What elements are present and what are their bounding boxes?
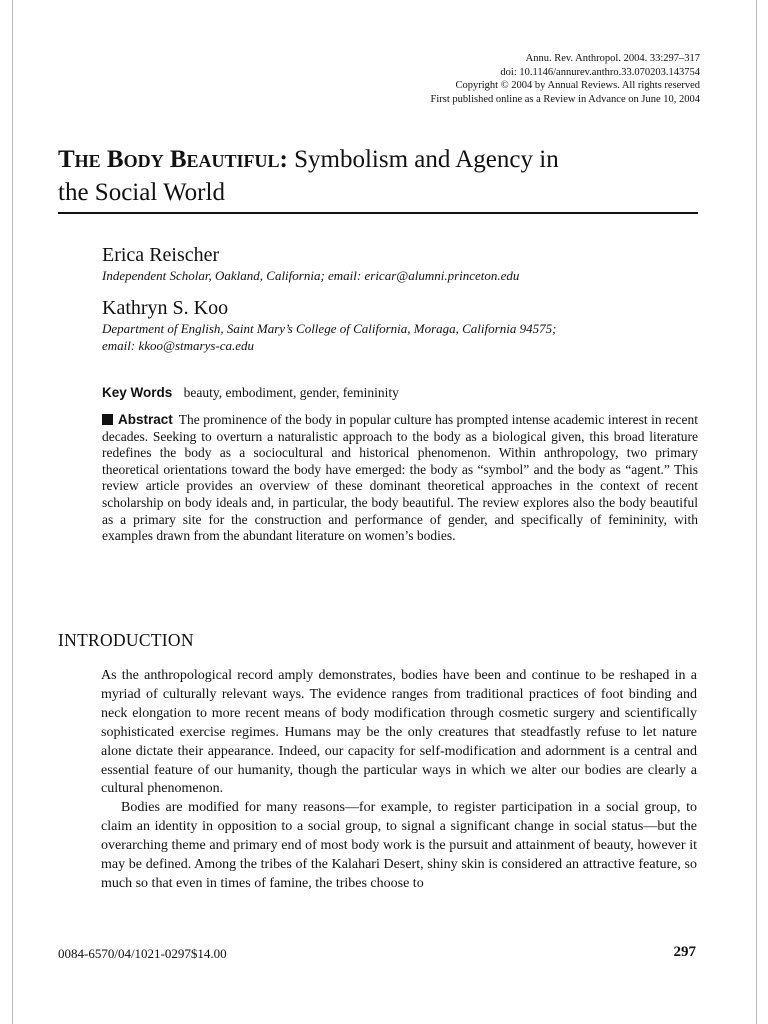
author-affiliation: Department of English, Saint Mary’s College of California, Moraga, California 94575;: [102, 321, 557, 336]
section-heading: INTRODUCTION: [58, 630, 194, 650]
title-rule: [58, 212, 698, 214]
keywords: [102, 385, 399, 401]
author-name: Kathryn S. Koo: [102, 297, 229, 319]
title-rest-line1: Symbolism and Agency in: [287, 146, 559, 173]
body-text: [101, 667, 697, 894]
abstract: [102, 412, 698, 545]
author-block-2: [102, 296, 556, 354]
page-number: 297: [673, 944, 696, 960]
author-name: Erica Reischer: [102, 244, 220, 266]
journal-citation: Annu. Rev. Anthropol. 2004. 33:297–317: [525, 53, 700, 64]
title-rest-line2: the Social World: [58, 179, 225, 206]
footer-code: 0084-6570/04/1021-0297$14.00: [58, 946, 227, 961]
article-title: [58, 143, 698, 209]
publication-note: First published online as a Review in Advance on June 10, 2004: [430, 93, 700, 105]
paragraph: As the anthropological record amply demonstrates, bodies have been and continue to be reshaped in a myriad of culturally relevant ways. The evidence ranges from traditional practices of foot binding and neck elongation to more recent means of body modification through cosmetic surgery and scientifically sophisticated exercise regimes. Humans may be the only creatures that steadfastly refuse to let nature alone dictate their appearance. Indeed, our capacity for self-modification and adornment is a central and essential feature of our humanity, though the particular ways in which we alter our bodies are clearly a cultural phenomenon.: [101, 668, 697, 797]
keywords-values: beauty, embodiment, gender, femininity: [183, 385, 399, 400]
keywords-label: Key Words: [102, 385, 173, 400]
author-block-1: [102, 243, 519, 284]
paragraph: Bodies are modified for many reasons—for example, to register participation in a social group, to claim an identity in opposition to a social group, to signal a significant change in social status—but the overarching theme and primary end of most body work is the pursuit and attainment of beauty, however it may be defined. Among the tribes of the Kalahari Desert, shiny skin is considered an attractive feature, so much so that even in times of famine, the tribes choose to: [101, 800, 697, 891]
square-bullet-icon: [102, 414, 113, 425]
abstract-label: Abstract: [118, 412, 173, 427]
doi: doi: 10.1146/annurev.anthro.33.070203.143754: [500, 66, 700, 78]
copyright-notice: Copyright © 2004 by Annual Reviews. All rights reserved: [455, 80, 700, 92]
title-main: The Body Beautiful:: [58, 146, 288, 173]
abstract-text: The prominence of the body in popular culture has prompted intense academic interest in recent decades. Seeking to overturn a naturalistic approach to the body as a biological given, this broad literature redefines the body as a sociocultural and historical phenomenon. Within anthropology, two primary theoretical orientations toward the body have emerged: the body as “symbol” and the body as “agent.” This review article provides an overview of these dominant theoretical approaches in the context of recent scholarship on body ideals and, in particular, the body beautiful. The review explores also the body beautiful as a primary site for the construction and performance of gender, and specifically of femininity, with examples drawn from the abundant literature on women’s bodies.: [102, 412, 698, 544]
author-affiliation: Independent Scholar, Oakland, California; email: ericar@alumni.princeton.edu: [102, 268, 520, 283]
author-email: email: kkoo@stmarys-ca.edu: [102, 338, 255, 353]
article-metadata: [431, 52, 700, 106]
